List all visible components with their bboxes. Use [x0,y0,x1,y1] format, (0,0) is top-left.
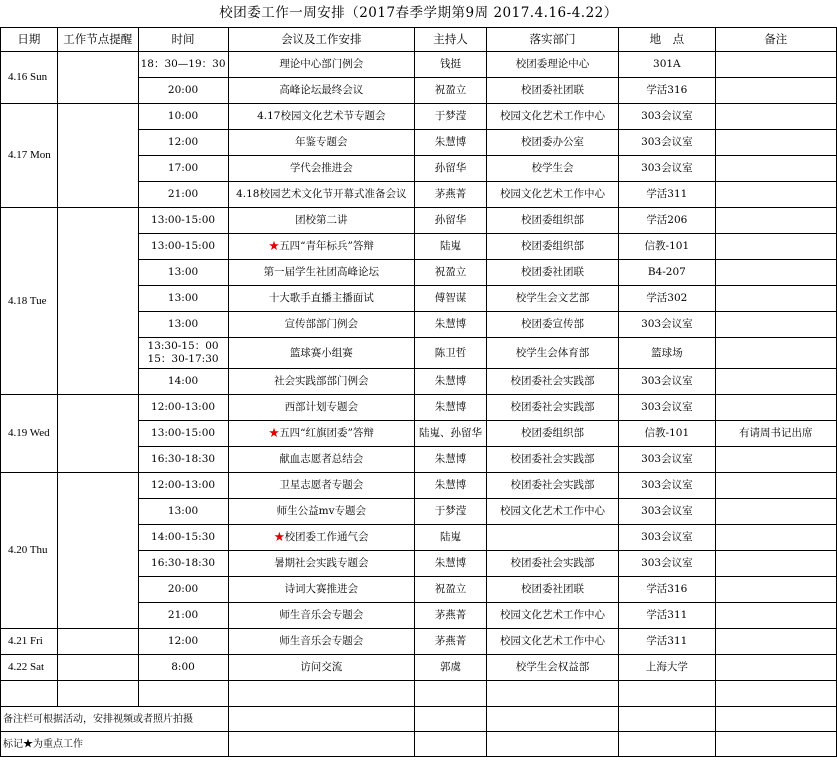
host-cell: 祝盈立 [415,260,487,286]
task-label: 诗词大赛推进会 [284,583,359,595]
star-icon: ★ [268,240,280,252]
task-label: 师生音乐会专题会 [279,609,364,621]
place-cell: 学活311 [619,603,715,629]
note-text: 备注栏可根据活动，安排视频或者照片拍摄 [1,707,229,732]
place-cell: 信教-101 [619,421,715,447]
blank-cell [138,681,228,707]
task-label: 高峰论坛最终会议 [279,84,364,96]
dept-cell: 校团委社会实践部 [486,447,618,473]
place-cell: 学活311 [619,629,715,655]
task-label: 师生公益mv专题会 [276,505,366,517]
blank-cell [415,681,487,707]
note-row [1,732,837,757]
task-label: 篮球赛小组赛 [289,346,353,359]
task-label: 社会实践部部门例会 [274,375,369,387]
task-cell [228,130,415,156]
reminder-cell [57,473,138,629]
time-cell: 14:00 [138,369,228,395]
task-label: 团校第二讲 [295,214,348,226]
host-cell: 陆嵬 [415,234,487,260]
remark-cell [715,499,836,525]
date-cell: 4.18 Tue [1,208,58,395]
task-cell [228,78,415,104]
remark-cell [715,551,836,577]
task-label: 学代会推进会 [289,162,353,174]
dept-cell: 校园文化艺术工作中心 [486,603,618,629]
time-cell: 13:00 [138,286,228,312]
time-cell: 12:00 [138,130,228,156]
reminder-cell [57,629,138,655]
dept-cell: 校团委社会实践部 [486,369,618,395]
remark-cell [715,156,836,182]
host-cell: 祝盈立 [415,577,487,603]
dept-cell: 校团委组织部 [486,208,618,234]
header-cell: 时间 [138,28,228,52]
dept-cell: 校团委社会实践部 [486,473,618,499]
dept-cell: 校学生会 [486,156,618,182]
host-cell: 钱挺 [415,52,487,78]
task-cell [228,338,415,369]
place-cell: 303会议室 [619,156,715,182]
task-label: 宣传部部门例会 [284,318,359,330]
task-label: 第一届学生社团高峰论坛 [263,266,380,278]
table-row [1,655,837,681]
note-blank-cell [619,707,715,732]
time-cell: 10:00 [138,104,228,130]
remark-cell [715,234,836,260]
place-cell: 303会议室 [619,473,715,499]
remark-cell [715,369,836,395]
time-cell: 13:00-15:00 [138,234,228,260]
header-cell: 备注 [715,28,836,52]
header-cell: 落实部门 [486,28,618,52]
star-icon: ★ [274,531,285,543]
note-row [1,707,837,732]
task-cell [228,525,415,551]
blank-cell [228,681,415,707]
time-cell: 13:00 [138,312,228,338]
note-text: 标记★为重点工作 [1,732,229,757]
host-cell: 陆嵬 [415,525,487,551]
remark-cell [715,525,836,551]
place-cell: 学活311 [619,182,715,208]
task-cell [228,182,415,208]
header-row [1,28,837,52]
place-cell: 303会议室 [619,551,715,577]
task-label: 十大歌手直播主播面试 [268,292,374,304]
dept-cell: 校团委社团联 [486,260,618,286]
dept-cell: 校团委组织部 [486,421,618,447]
task-label: 暑期社会实践专题会 [274,557,369,569]
task-cell [228,104,415,130]
time-cell: 14:00-15:30 [138,525,228,551]
host-cell: 朱慧博 [415,312,487,338]
time-cell: 12:00-13:00 [138,395,228,421]
task-label: 五四“青年标兵”答辩 [279,240,374,252]
task-cell [228,369,415,395]
dept-cell: 校团委社团联 [486,78,618,104]
reminder-cell [57,208,138,395]
task-label: 师生音乐会专题会 [279,635,364,647]
task-cell [228,312,415,338]
place-cell: 303会议室 [619,499,715,525]
time-cell: 8:00 [138,655,228,681]
place-cell: 303会议室 [619,312,715,338]
host-cell: 朱慧博 [415,447,487,473]
time-cell: 12:00 [138,629,228,655]
header-cell: 工作节点提醒 [57,28,138,52]
time-cell: 13:00-15:00 [138,421,228,447]
dept-cell: 校园文化艺术工作中心 [486,629,618,655]
place-cell: 信教-101 [619,234,715,260]
remark-cell [715,52,836,78]
time-cell [138,338,228,369]
reminder-cell [57,52,138,104]
host-cell: 茅燕菁 [415,182,487,208]
host-cell: 茅燕菁 [415,629,487,655]
host-cell: 陆嵬、孙留华 [415,421,487,447]
note-blank-cell [486,707,618,732]
task-label: 访问交流 [300,661,343,673]
remark-cell [715,312,836,338]
time-line: 13:30-15：00 [147,340,219,352]
dept-cell: 校园文化艺术工作中心 [486,182,618,208]
dept-cell: 校团委社会实践部 [486,395,618,421]
remark-cell [715,130,836,156]
time-cell: 21:00 [138,182,228,208]
dept-cell: 校团委社会实践部 [486,551,618,577]
date-cell: 4.20 Thu [1,473,58,629]
dept-cell: 校团委组织部 [486,234,618,260]
task-cell [228,286,415,312]
schedule-table [0,27,837,757]
dept-cell: 校学生会文艺部 [486,286,618,312]
header-cell: 会议及工作安排 [228,28,415,52]
time-cell: 13:00 [138,260,228,286]
task-cell [228,603,415,629]
header-cell: 地 点 [619,28,715,52]
note-blank-cell [415,707,487,732]
host-cell: 于梦滢 [415,499,487,525]
task-cell [228,629,415,655]
date-cell: 4.19 Wed [1,395,58,473]
dept-cell [486,525,618,551]
date-cell: 4.21 Fri [1,629,58,655]
note-blank-cell [228,732,415,757]
blank-cell [1,681,58,707]
place-cell: 学活316 [619,78,715,104]
host-cell: 朱慧博 [415,473,487,499]
remark-cell [715,78,836,104]
task-label: 西部计划专题会 [284,401,359,413]
host-cell: 于梦滢 [415,104,487,130]
task-cell [228,473,415,499]
table-row [1,52,837,78]
dept-cell: 校园文化艺术工作中心 [486,104,618,130]
remark-cell: 有请周书记出席 [715,421,836,447]
host-cell: 朱慧博 [415,369,487,395]
task-label: 4.18校园艺术文化节开幕式准备会议 [236,188,407,200]
host-cell: 孙留华 [415,208,487,234]
host-cell: 傅智谋 [415,286,487,312]
task-cell [228,447,415,473]
task-label: 4.17校园文化艺术节专题会 [257,110,386,122]
remark-cell [715,629,836,655]
host-cell: 朱慧博 [415,130,487,156]
note-blank-cell [228,707,415,732]
task-cell [228,499,415,525]
reminder-cell [57,395,138,473]
task-cell [228,551,415,577]
time-cell: 18：30—19：30 [138,52,228,78]
place-cell: 学活316 [619,577,715,603]
place-cell: 303会议室 [619,447,715,473]
header-cell: 主持人 [415,28,487,52]
place-cell: 学活302 [619,286,715,312]
dept-cell: 校学生会权益部 [486,655,618,681]
remark-cell [715,208,836,234]
time-cell: 13:00 [138,499,228,525]
task-cell [228,208,415,234]
remark-cell [715,655,836,681]
place-cell: B4-207 [619,260,715,286]
time-cell: 17:00 [138,156,228,182]
date-cell: 4.22 Sat [1,655,58,681]
time-cell: 13:00-15:00 [138,208,228,234]
reminder-cell [57,655,138,681]
remark-cell [715,473,836,499]
time-cell: 12:00-13:00 [138,473,228,499]
task-label: 理论中心部门例会 [279,58,364,70]
remark-cell [715,447,836,473]
blank-row [1,681,837,707]
host-cell: 茅燕菁 [415,603,487,629]
remark-cell [715,182,836,208]
task-cell [228,260,415,286]
host-cell: 陈卫哲 [415,338,487,369]
task-cell [228,52,415,78]
time-cell: 20:00 [138,78,228,104]
reminder-cell [57,104,138,208]
task-cell [228,577,415,603]
host-cell: 郭虞 [415,655,487,681]
place-cell: 303会议室 [619,395,715,421]
task-label: 年鉴专题会 [295,136,348,148]
date-cell: 4.16 Sun [1,52,58,104]
task-label: 五四“红旗团委”答辩 [279,427,374,439]
table-row [1,395,837,421]
place-cell: 301A [619,52,715,78]
place-cell: 303会议室 [619,130,715,156]
time-cell: 16:30-18:30 [138,551,228,577]
remark-cell [715,577,836,603]
header-cell: 日期 [1,28,58,52]
task-cell [228,234,415,260]
blank-cell [619,681,715,707]
dept-cell: 校园文化艺术工作中心 [486,499,618,525]
place-cell: 学活206 [619,208,715,234]
time-cell: 20:00 [138,577,228,603]
star-icon: ★ [268,427,280,439]
task-label: 献血志愿者总结会 [279,453,364,465]
place-cell: 上海大学 [619,655,715,681]
host-cell: 孙留华 [415,156,487,182]
note-blank-cell [715,732,836,757]
blank-cell [57,681,138,707]
table-row [1,104,837,130]
place-cell: 篮球场 [619,338,715,369]
table-row [1,473,837,499]
dept-cell: 校团委社团联 [486,577,618,603]
dept-cell: 校团委宣传部 [486,312,618,338]
task-label: 卫星志愿者专题会 [279,479,364,491]
remark-cell [715,286,836,312]
place-cell: 303会议室 [619,525,715,551]
place-cell: 303会议室 [619,104,715,130]
blank-cell [715,681,836,707]
time-cell: 21:00 [138,603,228,629]
host-cell: 朱慧博 [415,395,487,421]
note-blank-cell [486,732,618,757]
task-cell [228,156,415,182]
dept-cell: 校学生会体育部 [486,338,618,369]
remark-cell [715,338,836,369]
host-cell: 朱慧博 [415,551,487,577]
note-blank-cell [715,707,836,732]
time-cell: 16:30-18:30 [138,447,228,473]
blank-cell [486,681,618,707]
table-row [1,629,837,655]
task-cell [228,421,415,447]
note-blank-cell [415,732,487,757]
date-cell: 4.17 Mon [1,104,58,208]
remark-cell [715,603,836,629]
dept-cell: 校团委办公室 [486,130,618,156]
task-cell [228,395,415,421]
remark-cell [715,260,836,286]
sheet-title: 校团委工作一周安排（2017春季学期第9周 2017.4.16-4.22） [219,5,618,21]
host-cell: 祝盈立 [415,78,487,104]
task-cell [228,655,415,681]
remark-cell [715,395,836,421]
task-label: 校团委工作通气会 [284,531,369,543]
place-cell: 303会议室 [619,369,715,395]
table-row [1,208,837,234]
time-line: 15：30-17:30 [147,353,219,365]
note-blank-cell [619,732,715,757]
dept-cell: 校团委理论中心 [486,52,618,78]
remark-cell [715,104,836,130]
